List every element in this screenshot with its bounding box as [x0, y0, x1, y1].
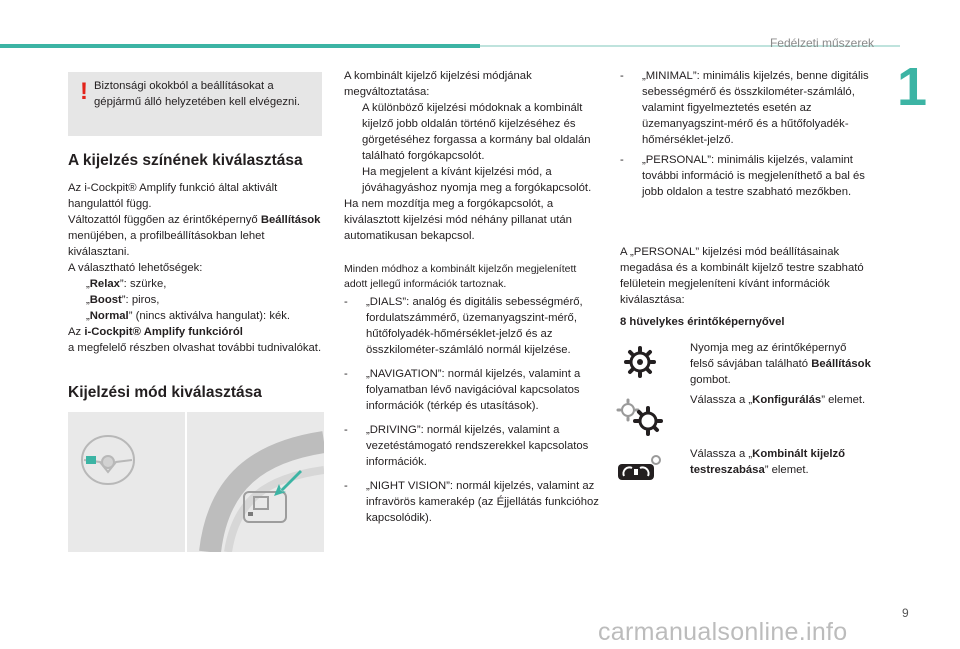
gear-icon — [622, 344, 658, 385]
color-section-body — [68, 180, 326, 356]
warning-icon: ! — [80, 78, 88, 105]
paragraph: Ha nem mozdítja meg a forgókapcsolót, a kiválasztott kijelzési mód néhány pillanat után automatikusan bekapcsol. — [344, 198, 572, 242]
step-customize — [672, 446, 872, 478]
subheading: 8 hüvelykes érintőképernyővel — [620, 316, 785, 328]
list-item: „Boost”: piros, — [86, 294, 160, 306]
paragraph: Az i-Cockpit® Amplify funkcióról a megfelelő részben olvashat további tudnivalókat. — [68, 326, 322, 354]
paragraph: A kombinált kijelző kijelzési módjának megváltoztatása: — [344, 70, 532, 98]
mode-list — [344, 294, 600, 526]
section-title: Fedélzeti műszerek — [769, 36, 874, 50]
step-configure — [672, 392, 872, 408]
header-accent-bar — [0, 44, 480, 48]
step-settings — [672, 340, 872, 388]
list-item: - „NAVIGATION”: normál kijelzés, valamint a folyamatban lévő navigációval kapcsolatos információk (térkép és utasítások). — [344, 368, 581, 412]
page-number: 9 — [902, 606, 909, 620]
personal-intro: A „PERSONAL” kijelzési mód beállításainak megadása és a kombinált kijelző testre szabható felületein megjeleníteni kívánt információk kiválasztása: — [620, 246, 864, 306]
gears-icon — [616, 396, 664, 441]
list-item: Válassza a „Konfigurálás” elemet. — [690, 394, 866, 406]
mode-list-continued — [620, 68, 870, 200]
section-heading-color: A kijelzés színének kiválasztása — [68, 152, 303, 169]
watermark: carmanualsonline.info — [598, 618, 848, 646]
paragraph: Az i-Cockpit® Amplify funkció által aktivált hangulattól függ. — [68, 182, 278, 210]
list-item: - „DRIVING”: normál kijelzés, valamint a vezetéstámogató rendszerekkel kapcsolatos információk. — [344, 424, 589, 468]
modes-intro: Minden módhoz a kombinált kijelzőn megjelenített adott jellegű információk tartoznak. — [344, 263, 577, 290]
list-item: - „DIALS”: analóg és digitális sebességmérő, fordulatszámmérő, üzemanyagszint-mérő, hűtőfolyadék-hőmérséklet-jelző és az összkilométer-számláló normál kijelzése. — [344, 296, 583, 356]
list-item: Ha megjelent a kívánt kijelzési mód, a jóváhagyáshoz nyomja meg a forgókapcsolót. — [362, 166, 592, 194]
list-item: Válassza a „Kombinált kijelző testreszabása” elemet. — [690, 448, 846, 476]
paragraph: A választható lehetőségek: — [68, 262, 203, 274]
safety-warning-box — [68, 72, 322, 136]
list-item: - „PERSONAL”: minimális kijelzés, valamint további információ is megjeleníthető a bal és jobb oldalon a testre szabható mezőkben. — [620, 154, 865, 198]
display-mode-instructions — [344, 68, 600, 244]
list-item: A különböző kijelzési módoknak a kombinált kijelző jobb oldalán történő kijelzéséhez és görgetéséhez forgassa a kormány bal oldalán található forgókapcsolót. — [362, 102, 591, 162]
warning-text: Biztonsági okokból a beállításokat a gépjármű álló helyzetében kell elvégezni. — [94, 80, 300, 108]
chapter-number: 1 — [897, 57, 928, 117]
paragraph: Változattól függően az érintőképernyő Beállítások menüjében, a profilbeállításokban lehet kiválasztani. — [68, 214, 321, 258]
cluster-display-icon — [616, 452, 664, 489]
section-heading-mode: Kijelzési mód kiválasztása — [68, 384, 262, 401]
list-item: „Normal” (nincs aktiválva hangulat): kék. — [86, 310, 291, 322]
list-item: - „MINIMAL”: minimális kijelzés, benne digitális sebességmérő és összkilométer-számláló, valamint figyelmeztetés esetén az üzemanyagszint-mérő és a hűtőfolyadék-hőmérséklet-jelző. — [620, 70, 869, 146]
list-item: - „NIGHT VISION”: normál kijelzés, valamint az infravörös kamerakép (az Éjjellátás funkcióhoz kapcsolódik). — [344, 480, 599, 524]
list-item: Nyomja meg az érintőképernyő felső sávjában található Beállítások gombot. — [690, 342, 871, 386]
steering-wheel-illustration — [68, 412, 324, 552]
list-item: „Relax”: szürke, — [86, 278, 167, 290]
